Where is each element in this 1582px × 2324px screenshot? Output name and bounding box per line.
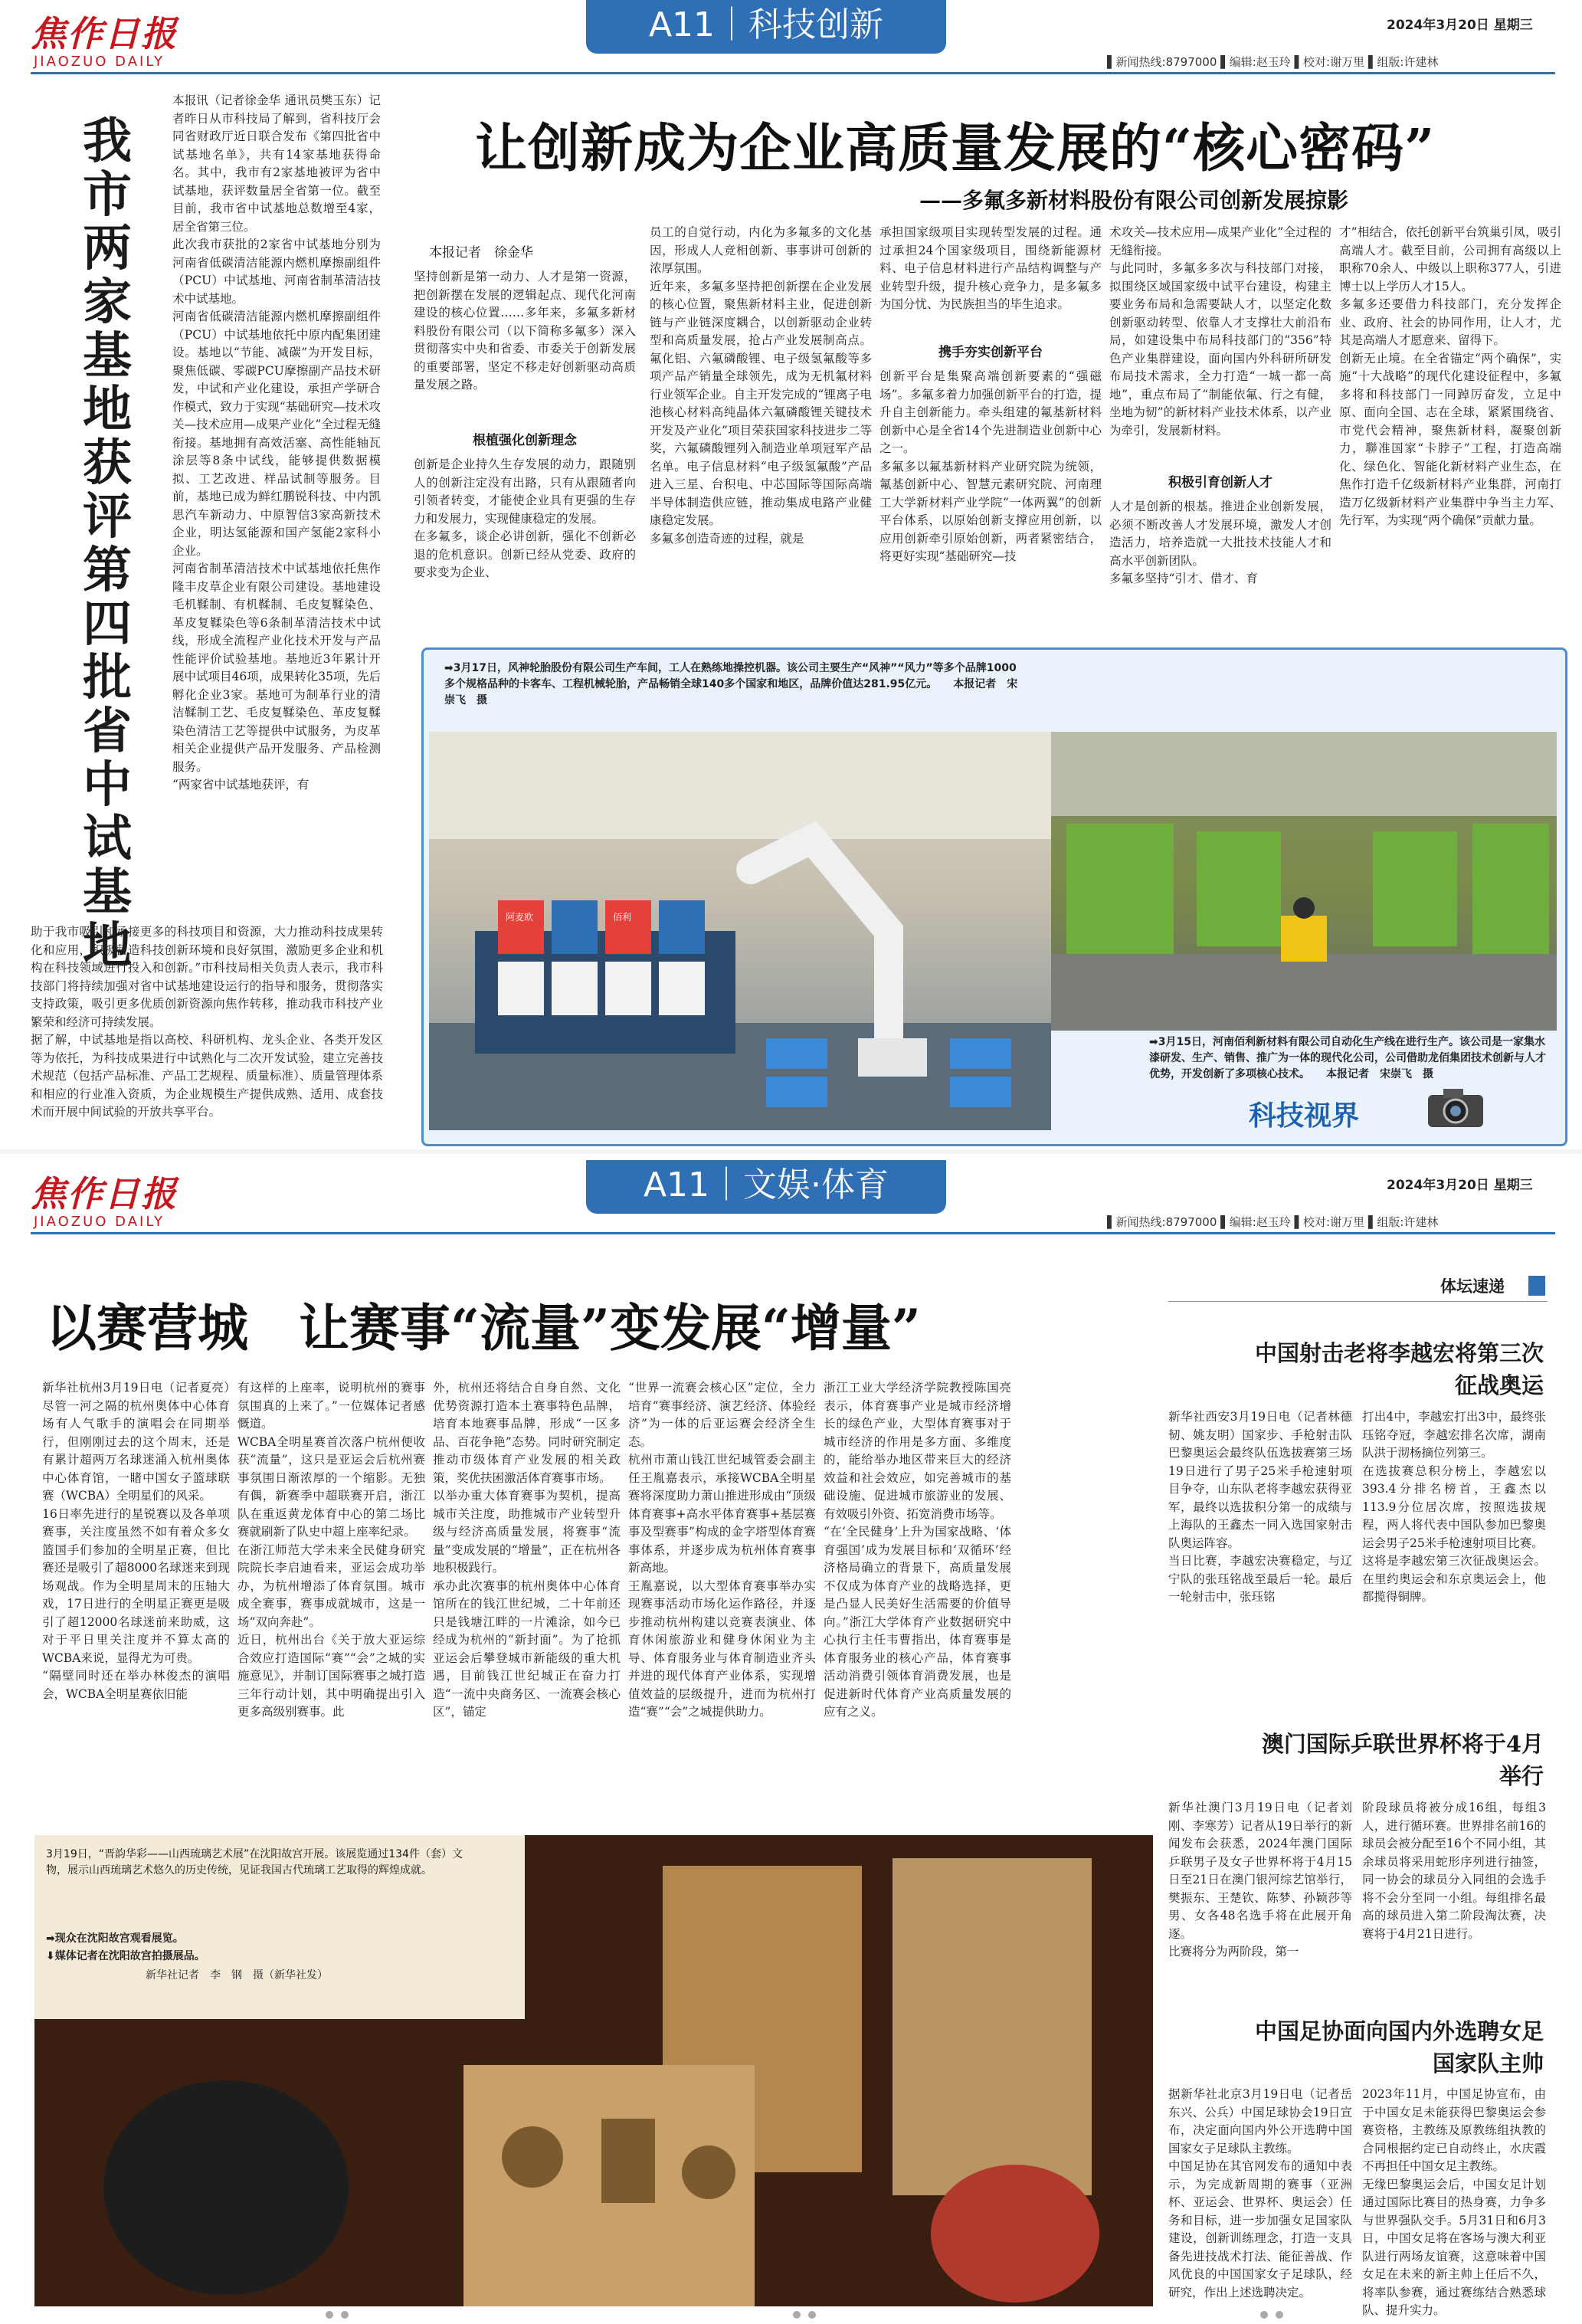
header-rule [31, 72, 1555, 74]
story3-headline: 中国足协面向国内外选聘女足国家队主帅 [1254, 2018, 1544, 2077]
museum-photo-caption: 3月19日，“晋韵华彩——山西琉璃艺术展”在沈阳故宫开展。该展览通过134件（套）文物，展示山西琉璃艺术悠久的历史传统，见证我国古代琉璃工艺取得的辉煌成就。 [46, 1848, 463, 1877]
museum-photo-credit: 新华社记者 李 钢 摄（新华社发） [146, 1969, 328, 1981]
sports-col5: 浙江工业大学经济学院教授陈国亮表示，体育赛事产业是城市经济增长的绿色产业，大型体育赛事对于城市经济的作用是多方面、多维度的，能给举办地区带来巨大的经济效益和社会效应，如完善城市的基础设施、促进城市旅游业的发展、有效吸引外资、拓宽消费市场等。 “在‘全民健身’上升为国家战略、‘体育强国’成为发展目标和‘双循环’经济格局确立的背景下，高质量发展不仅成为体育产业的战略选择，更是凸显人民美好生活需要的价值导向。”浙江大学体育产业数据研究中心执行主任韦曹指出，体育赛事是体育服务业的核心产品，体育赛事活动消费引领体育消费发展，也是促进新时代体育产业高质量发展的应有之义。 [824, 1381, 1011, 1719]
main-col4b: 人才是创新的根基。推进企业创新发展，必须不断改善人才发展环境，激发人才创造活力，培养造就一大批技术技能人才和高水平创新团队。 多氟多坚持“引才、借才、育 [1109, 500, 1331, 585]
sports-col3: 外，杭州还将结合自身自然、文化优势资源打造本土赛事特色品牌，培育本地赛事品牌，形成“一区多品、百花争艳”态势。同时研究制定推动市级体育产业发展的相关政策，奖优扶困激活体育赛事市场。 以举办重大体育赛事为契机，提高城市关注度，助推城市产业转型升级与经济高质量发展，将赛事“流量”变成发展的“增量”，正在杭州各地积极践行。 承办此次赛事的杭州奥体中心体育馆所在的钱江世纪城，二十年前还只是钱塘江畔的一片滩涂，如今已经成为杭州的“新封面”。为了抢抓亚运会后攀登城市新能级的重大机遇，目前钱江世纪城正在奋力打造“一流中央商务区、一流赛会核心区”，锚定 [433, 1381, 621, 1719]
story2-colB: 阶段球员将被分成16组，每组3人，进行循环赛。世界排名前16的球员会被分配至16个不同小组，其余球员将采用蛇形序列进行抽签，同一协会的球员分入同组的会选手将不会分至同一小组。每组排名最高的球员进入第二阶段淘汰赛，决赛将于4月21日进行。 [1362, 1801, 1546, 1941]
main-subhead-3: 积极引育创新人才 [1168, 475, 1272, 490]
section-band: A11｜科技创新 [586, 0, 946, 54]
left-article-bottom: 助于我市吸引和承接更多的科技项目和资源，大力推动科技成果转化和应用，积极营造科技创新环境和良好氛围，激励更多企业和机构在科技领域进行投入和创新。”市科技局相关负责人表示，我市科技部门将持续加强对省中试基地建设运行的指导和服务，贯彻落实支持政策，吸引更多优质创新资源向焦作转移，推动我市科技产业繁荣和经济可持续发展。 据了解，中试基地是指以高校、科研机构、龙头企业、各类开发区等为依托，为科技成果进行中试熟化与二次开发试验，建立完善技术规范（包括产品标准、产品工艺规程、质量标准）、质量管理体系和相应的行业准入资质，为企业规模生产提供成熟、适用、成套技术而开展中间试验的开放共享平台。 [31, 925, 383, 1119]
page-info: ▌新闻热线:8797000 ▌编辑:赵玉玲 ▌校对:谢万里 ▌组版:许建林 [1107, 55, 1439, 69]
main-col1b: 创新是企业持久生存发展的动力，跟随别人的创新注定没有出路，只有从跟随者向引领者转变，才能使企业具有更强的生存力和发展力，实现健康稳定的发展。 在多氟多，谈企必讲创新，强化不创新必退的危机意识。创新已经从党委、政府的要求变为企业、 [414, 457, 636, 579]
main-col5: 才”相结合，依托创新平台筑巢引凤，吸引高端人才。截至目前，公司拥有高级以上职称70余人、中级以上职称377人，引进博士以上学历人才15人。 多氟多还要借力科技部门，充分发挥企业、政府、社会的协同作用，让人才，尤其是高端人才愿意来、留得下。 创新无止境。在全省锚定“两个确保”，实施“十大战略”的现代化建设征程中，多氟多将和科技部门一同踔厉奋发，立足中原、面向全国、志在全球，紧紧围绕省、市党代会精神，聚焦新材料，凝聚创新力，聯准国家“卡脖子”工程，打造高端化、绿色化、智能化新材料产业生态，在焦作打造千亿级新材料产业集群，河南打造万亿级新材料产业集群中争当主力军、先行军，为实现“两个确保”贡献力量。 [1339, 225, 1561, 527]
sports-col1: 新华社杭州3月19日电（记者夏亮）尽管一河之隔的杭州奥体中心体育场有人气歌手的演唱会在同期举行，但刚刚过去的这个周末，还是有累计超两万名球迷涌入杭州奥体中心体育馆，一睹中国女子篮球联赛（WCBA）全明星们的风采。 16日率先进行的星锐赛以及各单项赛事，关注度虽然不如有着众多女篮国手们参加的全明星正赛，但比赛还是吸引了超8000名球迷来到现场观战。作为全明星周末的压轴大戏，17日进行的全明星正赛更是吸引了超12000名球迷前来助威，这对于平日里关注度并不算太高的WCBA来说，显得尤为可贵。 “隔壁同时还在举办林俊杰的演唱会，WCBA全明星赛依旧能 [42, 1381, 230, 1701]
product-label-1: 阿麦欧 [506, 912, 534, 923]
photo-caption-top: ➡3月17日，风神轮胎股份有限公司生产车间，工人在熟练地操控机器。该公司主要生产“风神”“风力”等多个品牌1000多个规格品种的卡客车、工程机械轮胎，产品畅销全球140多个国家和地区，品牌价值达281.95亿元。 本报记者 宋崇飞 摄 [444, 662, 1018, 706]
sports-tag-rule [1168, 1301, 1548, 1302]
sports-col4: “世界一流赛会核心区”定位，全力培育“赛事经济、演艺经济、体验经济”为一体的后亚运赛会经济全生态。 杭州市萧山钱江世纪城管委会副主任王胤嘉表示，承接WCBA全明星赛将深度助力萧山推进形成由“顶级体育赛事+高水平体育赛事+基层赛事及型赛事”构成的金字塔型体育赛事体系，并逐步成为杭州体育赛事新高地。 王胤嘉说，以大型体育赛事举办实现赛事活动市场化运作路径，并逐步推动杭州构建以竞赛表演业、体育休闲旅游业和健身休闲业为主导、体育服务业与体育制造业齐头并进的现代体育产业体系，实现增值效益的层级提升，进而为杭州打造“赛”“会”之城提供助力。 [628, 1381, 816, 1719]
sports-headline: 以赛营城 让赛事“流量”变发展“增量” [46, 1298, 921, 1358]
story3-colA: 据新华社北京3月19日电（记者岳东兴、公兵）中国足球协会19日宣布，决定面向国内外公开选聘中国国家女子足球队主教练。 中国足协在其官网发布的通知中表示，为完成新周期的赛事（亚洲杯、亚运会、世界杯、奥运会）任务和目标，进一步加强女足国家队建设，创新训练理念，打造一支具备先进技战术打法、能征善战、作风优良的中国国家女子足球队，经研究，作出上述选聘决定。 [1168, 2087, 1352, 2299]
masthead-subtitle-2: JIAOZUO DAILY [34, 1214, 165, 1230]
left-article-col: 本报讯（记者徐金华 通讯员樊玉东）记者昨日从市科技局了解到，省科技厅会同省财政厅近日联合发布《第四批省中试基地名单》，共有14家基地获得命名。其中，我市有2家基地被评为省中试基地，获评数量居全省第一位。截至目前，我市省中试基地总数增至4家，居全省第三位。 此次我市获批的2家省中试基地分别为河南省低碳清洁能源内燃机摩擦副组件（PCU）中试基地、河南省制革清洁技术中试基地。 河南省低碳清洁能源内燃机摩擦副组件（PCU）中试基地依托中原内配集团建设。基地以“节能、减碳”为开发目标，聚焦低碳、零碳PCU摩擦副产品技术研发，中试和产业化建设，承担产学研合作模式，致力于实现“基础研究—技术攻关—技术应用—成果产业化”全过程无缝衔接。基地拥有高效活塞、高性能轴瓦涂层等8条中试线，能够提供数据模拟、工艺改进、样品试制等服务。目前，基地已成为鲜红鹏锐科技、中内凯思汽车新动力、中原智信3家高新技术企业，明达氢能源和国产氢能2家科小企业。 河南省制革清洁技术中试基地依托焦作隆丰皮草企业有限公司建设。基地建设毛机鞣制、有机鞣制、毛皮复鞣染色、革皮复鞣染色等6条制革清洁技术中试线，形成全流程产业化技术开发与产品性能评价试验基地。基地近3年累计开展中试项目46项，成果转化35项，先后孵化企业3家。基地可为制革行业的清洁鞣制工艺、毛皮复鞣染色、革皮复鞣染色清洁工艺等提供中试服务，为皮革相关企业提供产品开发服务、产品检测服务。 “两家省中试基地获评，有 [172, 93, 381, 792]
masthead-subtitle: JIAOZUO DAILY [34, 54, 165, 70]
photo-caption-right: ➡3月15日，河南佰利新材料有限公司自动化生产线在进行生产。该公司是一家集水漆研发、生产、销售、推广为一体的现代化公司，公司借助龙佰集团技术创新与人才优势，开发创新了多项核心技术。 本报记者 宋崇飞 摄 [1149, 1036, 1546, 1080]
header-rule-2 [31, 1232, 1555, 1234]
factory-photo-right [1051, 732, 1557, 1031]
main-col2: 员工的自觉行动，内化为多氟多的文化基因，形成人人竞相创新、事事讲可创新的浓厚氛围。 近年来，多氟多坚持把创新摆在企业发展的核心位置，聚焦新材料主业，促进创新链与产业链深度耦合，以创新驱动企业转型和高质量发展，抢占产业发展制高点。氟化铝、六氟磷酸锂、电子级氢氟酸等多项产品产销量全球领先，成为无机氟材料行业领军企业。自主开发完成的“锂离子电池核心材料高纯晶体六氟磷酸锂关键技术开发及产业化”项目荣获国家科技进步二等奖，六氟磷酸锂列入制造业单项冠军产品名单。电子信息材料“电子级氢氟酸”产品进入三星、台积电、中芯国际等国际高端半导体制造供应链，推动集成电路产业健康稳定发展。 多氟多创造奇迹的过程，就是 [650, 225, 872, 546]
camera-icon [1425, 1084, 1486, 1130]
story2-colA: 新华社澳门3月19日电（记者刘刚、李寒芳）记者从19日举行的新闻发布会获悉，2024年澳门国际乒联男子及女子世界杯将于4月15日至21日在澳门银河综艺馆举行，樊振东、王楚钦、陈梦、孙颖莎等男、女各48名选手将在此展开角逐。 比赛将分为两阶段，第一 [1168, 1801, 1352, 1959]
sports-col2: 有这样的上座率，说明杭州的赛事氛围真的上来了。”一位媒体记者感慨道。 WCBA全明星赛首次落户杭州便收获“流量”，这只是亚运会后杭州赛事氛围日渐浓厚的一个缩影。无独有偶，新赛季中超联赛开启，浙江队在重返黄龙体育中心的第二场比赛就刷新了队史中超上座率纪录。 在浙江师范大学未来全民健身研究院院长李启迪看来，亚运会成功举办，为杭州增添了体育氛围。城市成全赛事，赛事成就城市，这是一场“双向奔赴”。 近日，杭州出台《关于放大亚运综合效应打造国际“赛”“会”之城的实施意见》，并制订国际赛事之城打造三年行动计划，其中明确提出引入更多高级别赛事。此 [237, 1381, 425, 1719]
story2-headline: 澳门国际乒联世界杯将于4月举行 [1261, 1731, 1544, 1789]
sports-tag: 体坛速递 [1440, 1277, 1505, 1296]
page-info-2: ▌新闻热线:8797000 ▌编辑:赵玉玲 ▌校对:谢万里 ▌组版:许建林 [1107, 1215, 1439, 1229]
page-dots [306, 2309, 1302, 2319]
museum-caption-arrow-1: ➡现众在沈阳故宫观看展览。 [46, 1932, 184, 1945]
main-col3b: 创新平台是集聚高端创新要素的“强磁场”。多氟多着力加强创新平台的打造，提升自主创新能力。牵头组建的氟基新材料创新中心是全省14个先进制造业创新中心之一。 多氟多以氟基新材料产业研究院为统领，氟基创新中心、智慧元素研究院、河南理工大学新材料产业学院“一体两翼”的创新平台体系，以原始创新支撑应用创新，以应用创新牵引原始创新，两者紧密结合，将更好实现“基础研究—技 [879, 369, 1102, 563]
story1-headline: 中国射击老将李越宏将第三次征战奥运 [1254, 1340, 1544, 1398]
left-headline: 我市两家基地获评第四批省中试基地 [83, 113, 132, 975]
section-band-2: A11｜文娱·体育 [586, 1160, 946, 1214]
main-headline: 让创新成为企业高质量发展的“核心密码” [475, 118, 1436, 179]
page-date-2: 2024年3月20日 星期三 [1387, 1178, 1533, 1193]
masthead-logo-2: 焦作日报 [31, 1173, 178, 1214]
main-subhead-1: 根植强化创新理念 [473, 433, 577, 448]
main-col3a: 承担国家级项目实现转型发展的过程。通过承担24个国家级项目，围绕新能源材料、电子信息材料进行产品结构调整与产业转型升级，提升核心竞争力，是多氟多为国分忧、为民族担当的毕生追求。 [879, 225, 1102, 311]
main-subhead-2: 携手夯实创新平台 [938, 345, 1043, 360]
factory-photo-left [429, 732, 1051, 1130]
page-date: 2024年3月20日 星期三 [1387, 18, 1533, 33]
masthead-logo: 焦作日报 [31, 13, 178, 54]
page-divider [0, 1149, 1582, 1154]
museum-caption-arrow-2: ⬇媒体记者在沈阳故宫拍摄展品。 [46, 1950, 205, 1962]
main-col1a: 坚持创新是第一动力、人才是第一资源，把创新摆在发展的逻辑起点、现代化河南建设的核心位置……多年来，多氟多新材料股份有限公司（以下简称多氟多）深入贯彻落实中央和省委、市委关于创新发展的重要部署，坚定不移走好创新驱动高质量发展之路。 [414, 270, 636, 392]
sports-tag-marker [1528, 1276, 1545, 1296]
story1-colA: 新华社西安3月19日电（记者林德韧、姚友明）国家步、手枪射击队巴黎奥运会最终队伍选拔赛第三场19日进行了男子25米手枪速射项目争夺，山东队老将李越宏获得亚军，最终以选拔积分第一的成绩与上海队的王鑫杰一同入选国家射击队奥运阵容。 当日比赛，李越宏决赛稳定，与辽宁队的张珏铭战至最后一轮。最后一轮射击中，张珏铭 [1168, 1410, 1352, 1604]
main-col4a: 术攻关—技术应用—成果产业化”全过程的无缝衔接。 与此同时，多氟多多次与科技部门对接，拟围绕区域国家级中试平台建设，构建主要业务布局和急需要缺人才，以坚定化数创新驱动转型、依靠人才支撑壮大前沿布局，如建设集中布局科技部门的“356”特色产业集群建设，面向国内外科研所研发布局技术需求，全力打造“一城一都一高地”，重点布局了“制能依氟、行之有健，坐地为韧”的新材料产业技术体系，以产业为牵引，发展新材料。 [1109, 225, 1331, 438]
product-label-2: 佰利 [613, 912, 632, 923]
byline: 本报记者 徐金华 [429, 245, 533, 261]
story3-colB: 2023年11月，中国足协宣布，由于中国女足未能获得巴黎奥运会参赛资格，主教练及原教练组执教的合同根据约定已自动终止，水庆霞不再担任中国女足主教练。 无缘巴黎奥运会后，中国女足计划通过国际比赛目的热身赛，力争多与世界强队交手。5月31日和6月3日，中国女足将在客场与澳大利亚队进行两场友谊赛，这意味着中国女足在未来的新主帅上任后不久，将率队参赛，通过赛练结合熟悉球队、提升实力。 [1362, 2087, 1546, 2317]
main-subtitle: ——多氟多新材料股份有限公司创新发展掠影 [919, 188, 1349, 213]
photo-section-label: 科技视界 [1249, 1100, 1360, 1132]
story1-colB: 打出4中，李越宏打出3中，最终张珏铭夺冠，李越宏排名次席，湖南队洪于沏杨摘位列第三。 在选拔赛总积分榜上，李越宏以393.4分排名榜首，王鑫杰以113.9分位居次席，按照选拔规程，两人将代表中国队参加巴黎奥运会男子25米手枪速射项目比赛。 这将是李越宏第三次征战奥运会。在里约奥运会和东京奥运会上，他都揽得铜牌。 [1362, 1410, 1546, 1604]
